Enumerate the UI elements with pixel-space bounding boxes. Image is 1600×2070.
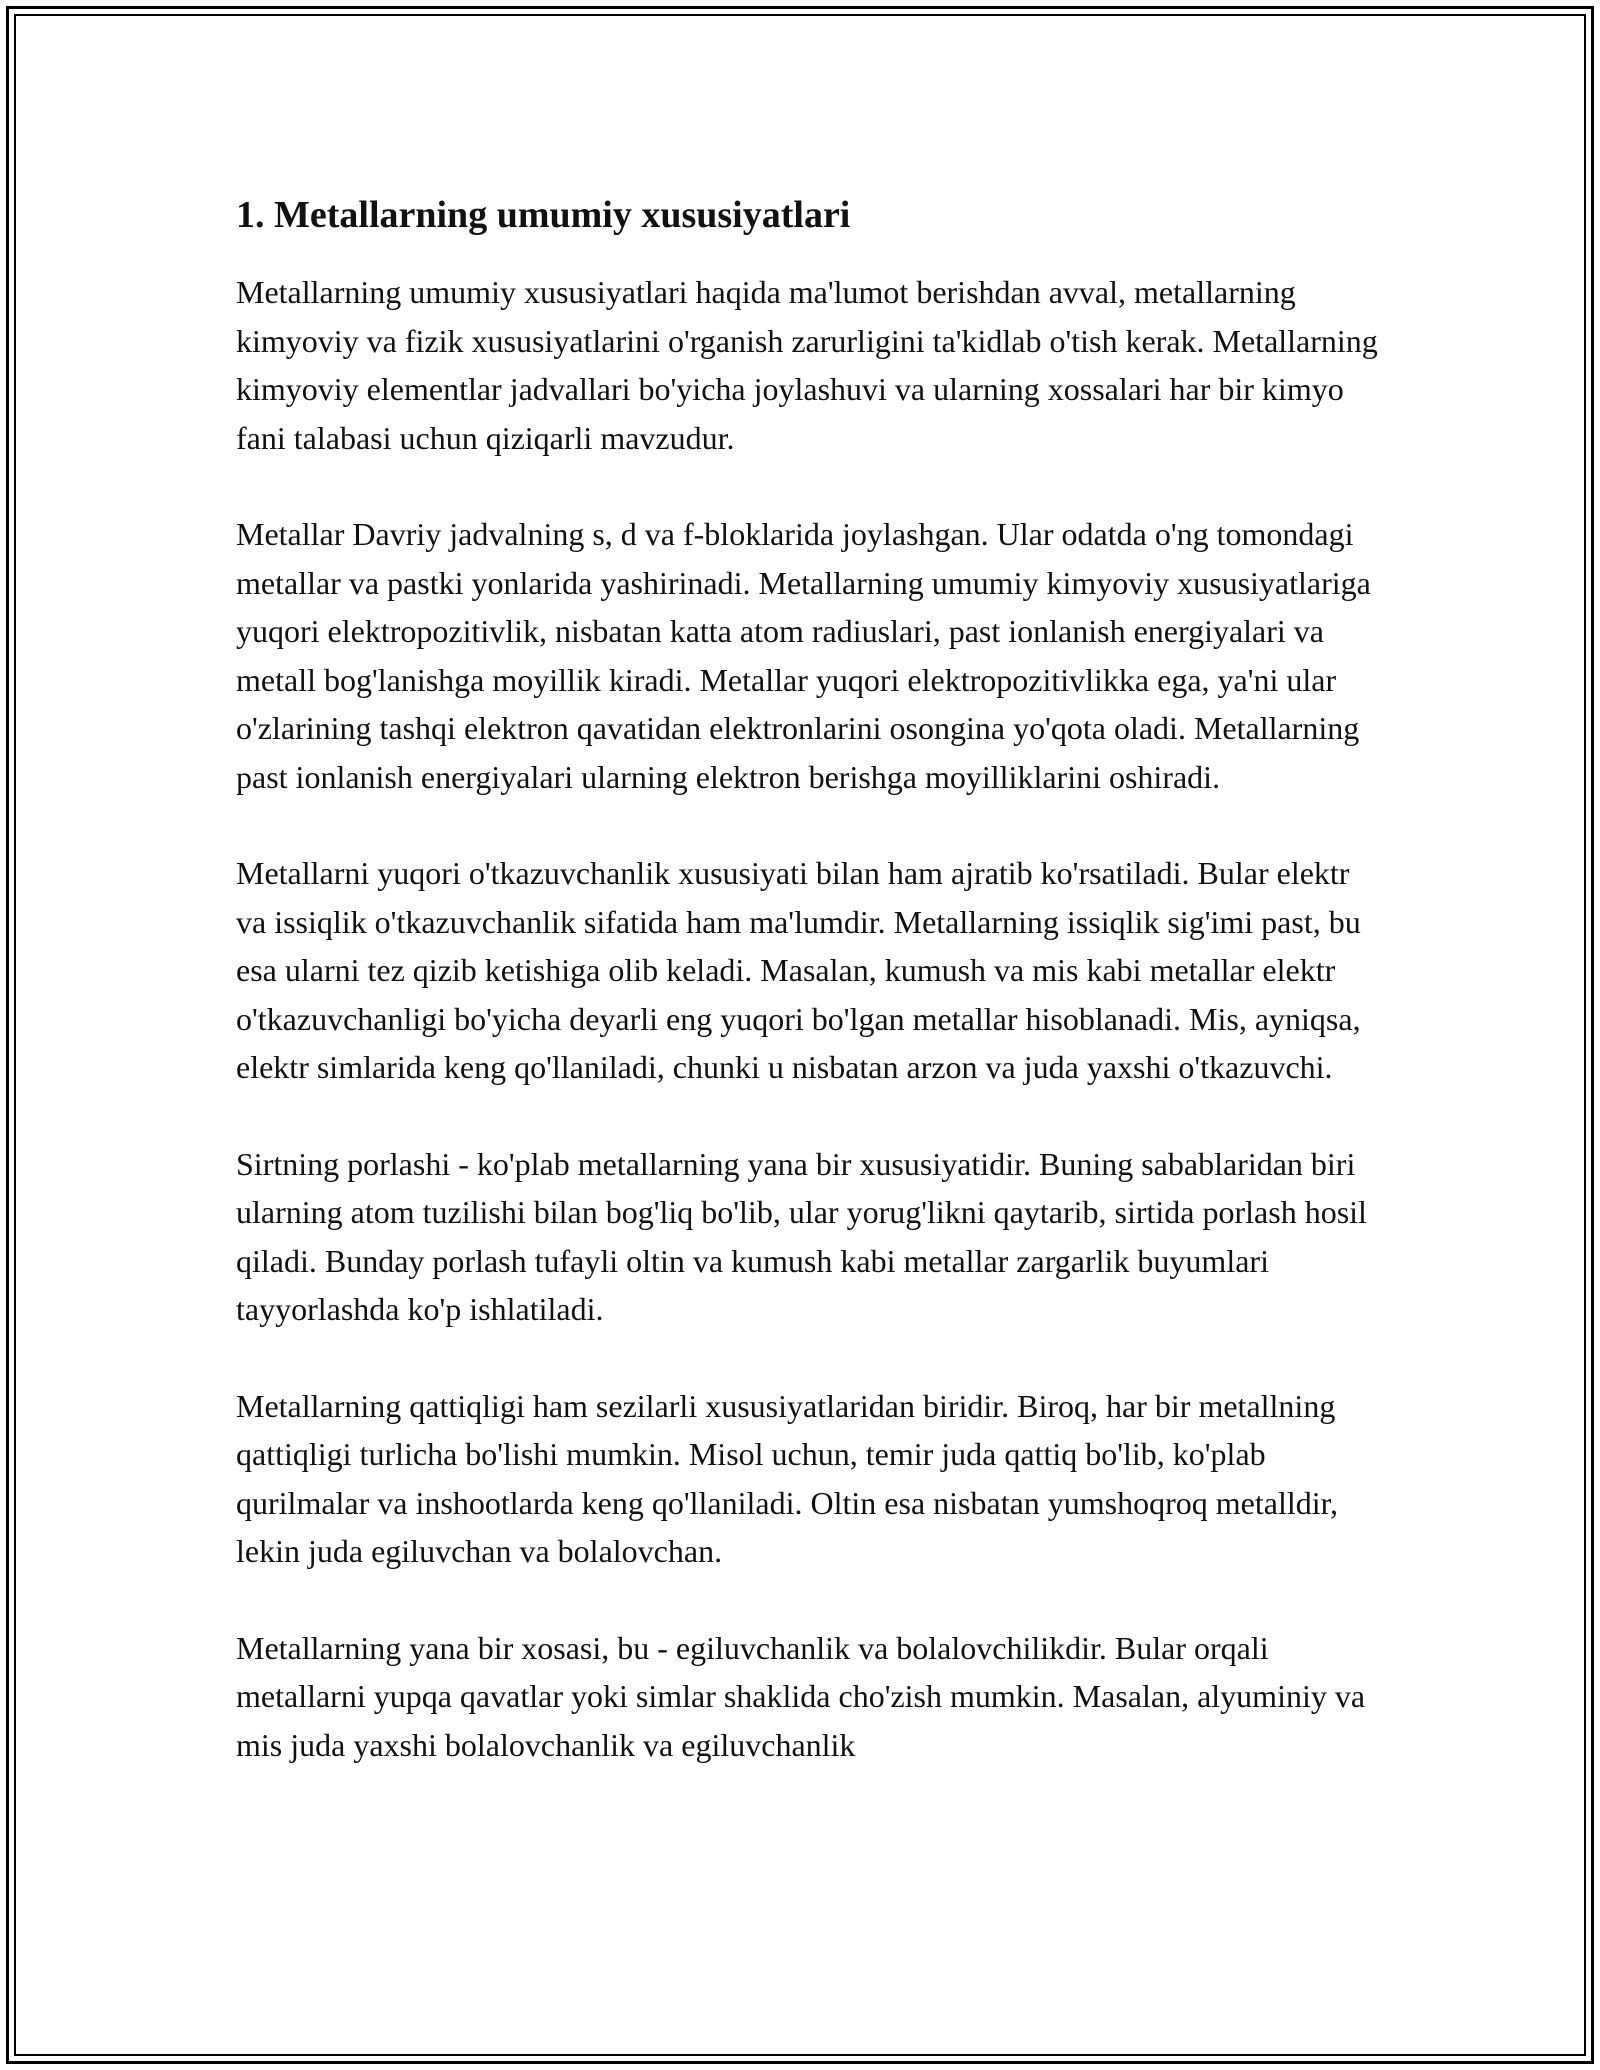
document-body — [236, 186, 1386, 1769]
paragraph-intro: Metallarning umumiy xususiyatlari haqida ma'lumot berishdan avval, metallarning kimyoviy va fizik xususiyatlarini o'rganish zarurligini ta'kidlab o'tish kerak. Metallarning kimyoviy elementlar jadvallari bo'yicha joylashuvi va ularning xossalari har bir kimyo fani talabasi uchun qiziqarli mavzudur. — [236, 274, 1378, 456]
paragraph-ductility: Metallarning yana bir xosasi, bu - egiluvchanlik va bolalovchilikdir. Bular orqali metallarni yupqa qavatlar yoki simlar shaklida cho'zish mumkin. Masalan, alyuminiy va mis juda yaxshi bolalovchanlik va egiluvchanlik — [236, 1629, 1366, 1763]
paragraph-periodic-table: Metallar Davriy jadvalning s, d va f-bloklarida joylashgan. Ular odatda o'ng tomondagi metallar va pastki yonlarida yashirinadi. Metallarning umumiy kimyoviy xususiyatlariga yuqori elektropozitivlik, nisbatan katta atom radiuslari, past ionlanish energiyalari va metall bog'lanishga moyillik kiradi. Metallar yuqori elektropozitivlikka ega, ya'ni ular o'zlarining tashqi elektron qavatidan elektronlarini osongina yo'qota oladi. Metallarning past ionlanish energiyalari ularning elektron berishga moyilliklarini oshiradi. — [236, 516, 1371, 795]
section-heading: 1. Metallarning umumiy xususiyatlari — [236, 194, 851, 236]
paragraph-conductivity: Metallarni yuqori o'tkazuvchanlik xususiyati bilan ham ajratib ko'rsatiladi. Bular elektr va issiqlik o'tkazuvchanlik sifatida ham ma'lumdir. Metallarning issiqlik sig'imi past, bu esa ularni tez qizib ketishiga olib keladi. Masalan, kumush va mis kabi metallar elektr o'tkazuvchanligi bo'yicha deyarli eng yuqori bo'lgan metallar hisoblanadi. Mis, ayniqsa, elektr simlarida keng qo'llaniladi, chunki u nisbatan arzon va juda yaxshi o'tkazuvchi. — [236, 855, 1361, 1085]
paragraph-hardness: Metallarning qattiqligi ham sezilarli xususiyatlaridan biridir. Biroq, har bir metallning qattiqligi turlicha bo'lishi mumkin. Misol uchun, temir juda qattiq bo'lib, ko'plab qurilmalar va inshootlarda keng qo'llaniladi. Oltin esa nisbatan yumshoqroq metalldir, lekin juda egiluvchan va bolalovchan. — [236, 1387, 1339, 1569]
paragraph-luster: Sirtning porlashi - ko'plab metallarning yana bir xususiyatidir. Buning sabablaridan biri ularning atom tuzilishi bilan bog'liq bo'lib, ular yorug'likni qaytarib, sirtida porlash hosil qiladi. Bunday porlash tufayli oltin va kumush kabi metallar zargarlik buyumlari tayyorlashda ko'p ishlatiladi. — [236, 1145, 1367, 1327]
